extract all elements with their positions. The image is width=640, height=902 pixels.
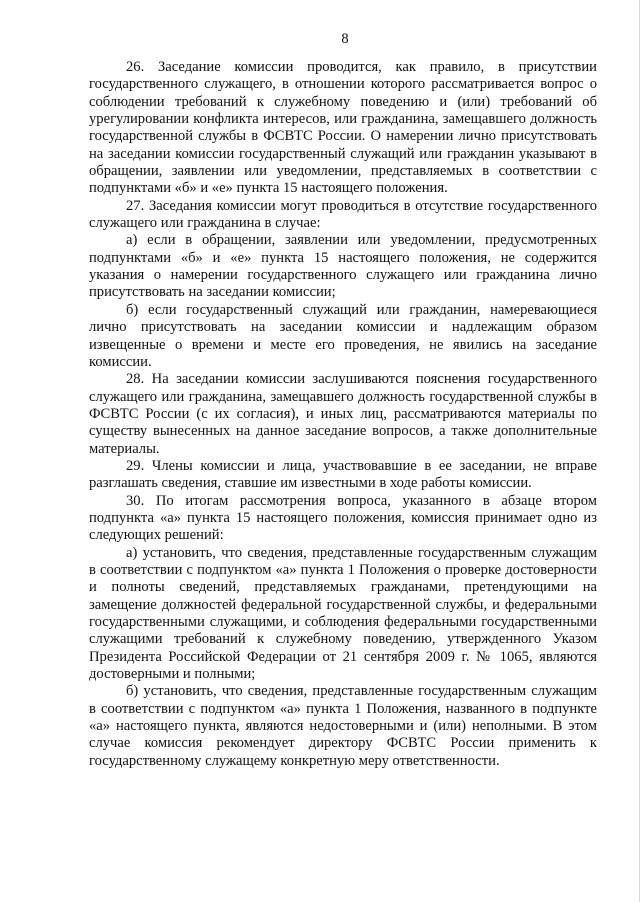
paragraph-27: 27. Заседания комиссии могут проводиться в отсутствие государственного служащего или гражданина в случае: <box>89 197 597 232</box>
paragraph-30-b: б) установить, что сведения, представленные государственным служащим в соответствии с подпунктом «а» пункта 1 Положения, названного в подпункте «а» настоящего пункта, являются недостоверными и (или) неполными. В этом случае комиссия рекомендует директору ФСВТС России применить к государственному служащему конкретную меру ответственности. <box>89 683 597 769</box>
paragraph-27-b: б) если государственный служащий или гражданин, намеревающиеся лично присутствовать на заседании комиссии и надлежащим образом извещенные о времени и месте его проведения, не явились на заседание комиссии. <box>89 301 597 370</box>
paragraph-30-a: а) установить, что сведения, представленные государственным служащим в соответствии с подпунктом «а» пункта 1 Положения о проверке достоверности и полноты сведений, представляемых гражданами, претендующими на замещение должностей федеральной государственной службы, и федеральными государственными служащими, и соблюдения федеральными государственными служащими требований к служебному поведению, утвержденного Указом Президента Российской Федерации от 21 сентября 2009 г. № 1065, являются достоверными и полными; <box>89 544 597 683</box>
paragraph-27-a: а) если в обращении, заявлении или уведомлении, предусмотренных подпунктами «б» и «е» пункта 15 настоящего положения, не содержится указания о намерении государственного служащего или гражданина лично присутствовать на заседании комиссии; <box>89 232 597 301</box>
paragraph-28: 28. На заседании комиссии заслушиваются пояснения государственного служащего или гражданина, замещавшего должность государственной службы в ФСВТС России (с их согласия), и иных лиц, рассматриваются материалы по существу вынесенных на данное заседание вопросов, а также дополнительные материалы. <box>89 371 597 457</box>
paragraph-30: 30. По итогам рассмотрения вопроса, указанного в абзаце втором подпункта «а» пункта 15 настоящего положения, комиссия принимает одно из следующих решений: <box>89 492 597 544</box>
paragraph-29: 29. Члены комиссии и лица, участвовавшие в ее заседании, не вправе разглашать сведения, ставшие им известными в ходе работы комиссии. <box>89 457 597 492</box>
paragraph-26: 26. Заседание комиссии проводится, как правило, в присутствии государственного служащего, в отношении которого рассматривается вопрос о соблюдении требований к служебному поведению и (или) требований об урегулировании конфликта интересов, или гражданина, замещавшего должность государственной службы в ФСВТС России. О намерении лично присутствовать на заседании комиссии государственный служащий или гражданин указывают в обращении, заявлении или уведомлении, представляемых в соответствии с подпунктами «б» и «е» пункта 15 настоящего положения. <box>89 59 597 197</box>
document-body <box>89 59 597 770</box>
page-number: 8 <box>341 31 349 47</box>
